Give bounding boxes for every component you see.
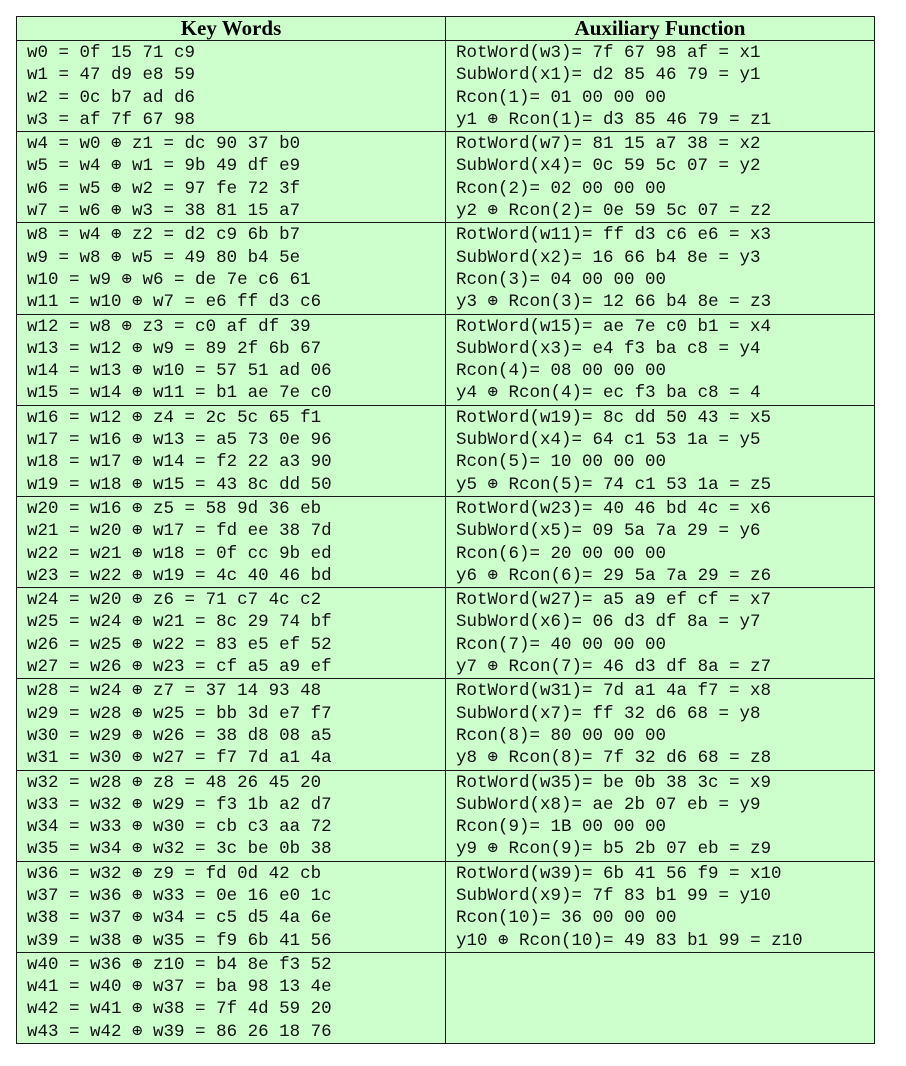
key-words-cell [17,41,446,132]
auxiliary-function-cell [446,132,875,223]
key-word-line: w6 = w5 ⊕ w2 = 97 fe 72 3f [27,178,301,199]
table-row [17,405,875,496]
key-word-line: w38 = w37 ⊕ w34 = c5 d5 4a 6e [27,908,332,929]
auxiliary-function-line: Rcon(7)= 40 00 00 00 [456,634,667,655]
auxiliary-function-line: y1 ⊕ Rcon(1)= d3 85 46 79 = z1 [456,109,772,130]
auxiliary-function-cell [446,679,875,770]
key-word-line: w41 = w40 ⊕ w37 = ba 98 13 4e [27,977,332,998]
auxiliary-function-line: Rcon(2)= 02 00 00 00 [456,178,667,199]
auxiliary-function-line: RotWord(w11)= ff d3 c6 e6 = x3 [456,225,772,246]
key-word-line: w27 = w26 ⊕ w23 = cf a5 a9 ef [27,657,332,678]
key-word-line: w0 = 0f 15 71 c9 [27,43,196,63]
key-word-line: w9 = w8 ⊕ w5 = 49 80 b4 5e [27,247,301,268]
key-word-line: w30 = w29 ⊕ w26 = 38 d8 08 a5 [27,725,332,746]
key-word-line: w8 = w4 ⊕ z2 = d2 c9 6b b7 [27,225,301,246]
auxiliary-function-line: Rcon(9)= 1B 00 00 00 [456,817,667,838]
key-word-line: w22 = w21 ⊕ w18 = 0f cc 9b ed [27,543,332,564]
auxiliary-function-line: RotWord(w31)= 7d a1 4a f7 = x8 [456,681,772,702]
table-row [17,861,875,952]
key-words-cell [17,679,446,770]
key-word-line: w4 = w0 ⊕ z1 = dc 90 37 b0 [27,134,301,155]
key-words-cell [17,314,446,405]
auxiliary-function-line: SubWord(x2)= 16 66 b4 8e = y3 [456,247,761,268]
key-word-line: w15 = w14 ⊕ w11 = b1 ae 7e c0 [27,383,332,404]
auxiliary-function-cell [446,496,875,587]
key-words-cell [17,405,446,496]
auxiliary-function-line: Rcon(1)= 01 00 00 00 [456,87,667,108]
table-row [17,952,875,1043]
auxiliary-function-line: Rcon(4)= 08 00 00 00 [456,361,667,382]
key-word-line: w19 = w18 ⊕ w15 = 43 8c dd 50 [27,474,332,495]
auxiliary-function-line: y5 ⊕ Rcon(5)= 74 c1 53 1a = z5 [456,474,772,495]
auxiliary-function-line: SubWord(x6)= 06 d3 df 8a = y7 [456,612,761,633]
auxiliary-function-cell [446,314,875,405]
key-word-line: w14 = w13 ⊕ w10 = 57 51 ad 06 [27,361,332,382]
key-word-line: w11 = w10 ⊕ w7 = e6 ff d3 c6 [27,292,322,313]
auxiliary-function-line: y10 ⊕ Rcon(10)= 49 83 b1 99 = z10 [456,930,803,951]
key-word-line: w21 = w20 ⊕ w17 = fd ee 38 7d [27,521,332,542]
auxiliary-function-line: Rcon(10)= 36 00 00 00 [456,908,677,929]
auxiliary-function-cell [446,952,875,1043]
key-words-cell [17,952,446,1043]
table-row [17,41,875,132]
key-words-cell [17,132,446,223]
auxiliary-function-line: RotWord(w23)= 40 46 bd 4c = x6 [456,498,772,519]
key-word-line: w23 = w22 ⊕ w19 = 4c 40 46 bd [27,565,332,586]
key-expansion-table [16,16,875,1044]
key-word-line: w32 = w28 ⊕ z8 = 48 26 45 20 [27,772,322,793]
auxiliary-function-cell [446,770,875,861]
key-word-line: w40 = w36 ⊕ z10 = b4 8e f3 52 [27,954,332,975]
auxiliary-function-line: y9 ⊕ Rcon(9)= b5 2b 07 eb = z9 [456,839,772,860]
auxiliary-function-line: y6 ⊕ Rcon(6)= 29 5a 7a 29 = z6 [456,565,772,586]
key-word-line: w37 = w36 ⊕ w33 = 0e 16 e0 1c [27,885,332,906]
auxiliary-function-line: Rcon(6)= 20 00 00 00 [456,543,667,564]
key-word-line: w13 = w12 ⊕ w9 = 89 2f 6b 67 [27,338,322,359]
auxiliary-function-line: SubWord(x3)= e4 f3 ba c8 = y4 [456,338,761,359]
key-word-line: w26 = w25 ⊕ w22 = 83 e5 ef 52 [27,634,332,655]
key-word-line: w31 = w30 ⊕ w27 = f7 7d a1 4a [27,748,332,769]
key-word-line: w42 = w41 ⊕ w38 = 7f 4d 59 20 [27,999,332,1020]
auxiliary-function-cell [446,41,875,132]
key-word-line: w2 = 0c b7 ad d6 [27,87,196,108]
key-word-line: w34 = w33 ⊕ w30 = cb c3 aa 72 [27,817,332,838]
key-word-line: w43 = w42 ⊕ w39 = 86 26 18 76 [27,1021,332,1042]
table-row [17,314,875,405]
table-row [17,770,875,861]
auxiliary-function-line: y4 ⊕ Rcon(4)= ec f3 ba c8 = 4 [456,383,761,404]
auxiliary-function-line: RotWord(w7)= 81 15 a7 38 = x2 [456,134,761,155]
table-body [17,41,875,1044]
auxiliary-function-line: Rcon(8)= 80 00 00 00 [456,725,667,746]
key-word-line: w10 = w9 ⊕ w6 = de 7e c6 61 [27,269,311,290]
key-word-line: w1 = 47 d9 e8 59 [27,65,196,86]
key-word-line: w18 = w17 ⊕ w14 = f2 22 a3 90 [27,452,332,473]
table-row [17,223,875,314]
key-word-line: w3 = af 7f 67 98 [27,109,196,130]
key-word-line: w36 = w32 ⊕ z9 = fd 0d 42 cb [27,863,322,884]
auxiliary-function-line: RotWord(w15)= ae 7e c0 b1 = x4 [456,316,772,337]
header-row [17,17,875,41]
auxiliary-function-line: SubWord(x5)= 09 5a 7a 29 = y6 [456,521,761,542]
auxiliary-function-line: Rcon(3)= 04 00 00 00 [456,269,667,290]
key-words-cell [17,770,446,861]
auxiliary-function-line: SubWord(x1)= d2 85 46 79 = y1 [456,65,761,86]
auxiliary-function-line: RotWord(w3)= 7f 67 98 af = x1 [456,43,761,63]
auxiliary-function-line: y2 ⊕ Rcon(2)= 0e 59 5c 07 = z2 [456,201,772,222]
auxiliary-function-line: SubWord(x7)= ff 32 d6 68 = y8 [456,703,761,724]
key-words-cell [17,861,446,952]
auxiliary-function-line: y8 ⊕ Rcon(8)= 7f 32 d6 68 = z8 [456,748,772,769]
auxiliary-function-cell [446,405,875,496]
auxiliary-function-cell [446,223,875,314]
auxiliary-function-line: SubWord(x8)= ae 2b 07 eb = y9 [456,794,761,815]
auxiliary-function-cell [446,861,875,952]
key-words-cell [17,223,446,314]
auxiliary-function-line: RotWord(w27)= a5 a9 ef cf = x7 [456,590,772,611]
auxiliary-function-line: Rcon(5)= 10 00 00 00 [456,452,667,473]
table-row [17,588,875,679]
header-key-words: Key Words [17,17,446,41]
auxiliary-function-line: SubWord(x9)= 7f 83 b1 99 = y10 [456,885,772,906]
key-word-line: w17 = w16 ⊕ w13 = a5 73 0e 96 [27,430,332,451]
header-auxiliary-function: Auxiliary Function [446,17,875,41]
auxiliary-function-line: SubWord(x4)= 0c 59 5c 07 = y2 [456,156,761,177]
key-word-line: w12 = w8 ⊕ z3 = c0 af df 39 [27,316,311,337]
table-row [17,132,875,223]
key-word-line: w20 = w16 ⊕ z5 = 58 9d 36 eb [27,498,322,519]
key-word-line: w5 = w4 ⊕ w1 = 9b 49 df e9 [27,156,301,177]
auxiliary-function-line: RotWord(w35)= be 0b 38 3c = x9 [456,772,772,793]
auxiliary-function-line: y7 ⊕ Rcon(7)= 46 d3 df 8a = z7 [456,657,772,678]
key-word-line: w33 = w32 ⊕ w29 = f3 1b a2 d7 [27,794,332,815]
key-word-line: w29 = w28 ⊕ w25 = bb 3d e7 f7 [27,703,332,724]
auxiliary-function-line: SubWord(x4)= 64 c1 53 1a = y5 [456,430,761,451]
table-row [17,496,875,587]
key-word-line: w35 = w34 ⊕ w32 = 3c be 0b 38 [27,839,332,860]
auxiliary-function-line: RotWord(w19)= 8c dd 50 43 = x5 [456,407,772,428]
key-word-line: w28 = w24 ⊕ z7 = 37 14 93 48 [27,681,322,702]
key-word-line: w24 = w20 ⊕ z6 = 71 c7 4c c2 [27,590,322,611]
key-word-line: w39 = w38 ⊕ w35 = f9 6b 41 56 [27,930,332,951]
key-words-cell [17,588,446,679]
auxiliary-function-line: RotWord(w39)= 6b 41 56 f9 = x10 [456,863,782,884]
table-row [17,679,875,770]
key-word-line: w25 = w24 ⊕ w21 = 8c 29 74 bf [27,612,332,633]
key-word-line: w16 = w12 ⊕ z4 = 2c 5c 65 f1 [27,407,322,428]
key-words-cell [17,496,446,587]
auxiliary-function-cell [446,588,875,679]
key-word-line: w7 = w6 ⊕ w3 = 38 81 15 a7 [27,201,301,222]
auxiliary-function-line: y3 ⊕ Rcon(3)= 12 66 b4 8e = z3 [456,292,772,313]
